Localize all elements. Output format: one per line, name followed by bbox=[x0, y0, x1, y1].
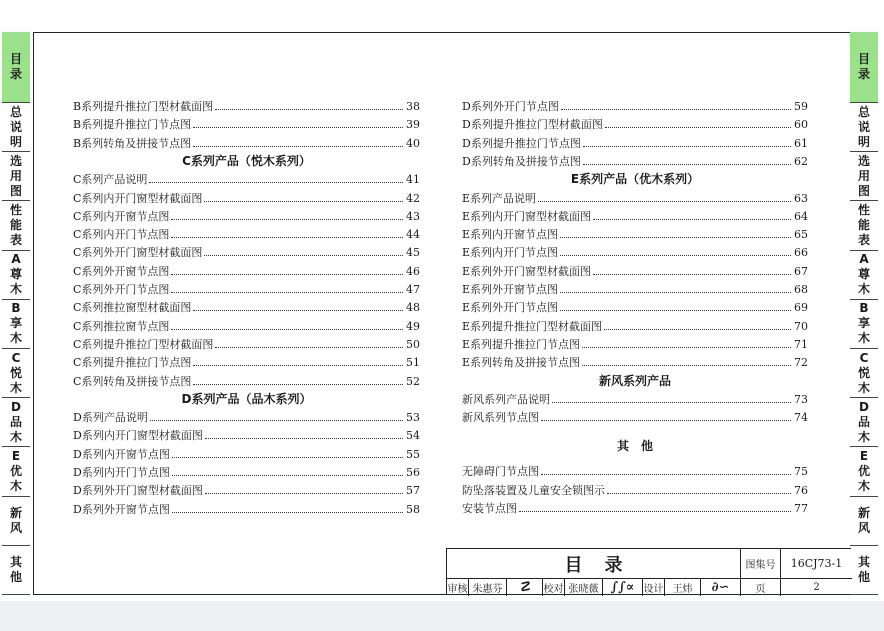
leader-dots bbox=[582, 347, 791, 348]
toc-entry[interactable] bbox=[462, 151, 808, 168]
leader-dots bbox=[171, 237, 403, 238]
toc-entry[interactable] bbox=[73, 407, 420, 424]
leader-dots bbox=[171, 292, 403, 293]
side-tab-label: 性能表 bbox=[857, 202, 870, 247]
leader-dots bbox=[560, 310, 791, 311]
side-tab-3[interactable] bbox=[850, 201, 878, 250]
toc-entry-page: 65 bbox=[794, 228, 808, 242]
toc-entry-page: 70 bbox=[794, 319, 808, 333]
section-heading: E系列产品（优木系列） bbox=[570, 172, 700, 187]
toc-entry-page: 75 bbox=[794, 465, 808, 479]
toc-entry-page: 39 bbox=[406, 118, 420, 132]
toc-entry[interactable] bbox=[73, 206, 420, 223]
toc-entry-page: 38 bbox=[406, 100, 420, 113]
toc-entry-title: C系列推拉窗节点图 bbox=[73, 319, 170, 333]
toc-entry-page: 73 bbox=[794, 392, 808, 406]
toc-entry[interactable] bbox=[73, 169, 420, 186]
side-tab-10[interactable] bbox=[2, 546, 30, 595]
leader-dots bbox=[193, 384, 403, 385]
checker-name: 张晓薇 bbox=[565, 579, 603, 596]
side-tab-label: B享木 bbox=[857, 301, 870, 346]
leader-dots bbox=[205, 493, 403, 494]
toc-entry-page: 52 bbox=[406, 374, 420, 388]
toc-entry-page: 40 bbox=[406, 136, 420, 150]
leader-dots bbox=[215, 347, 403, 348]
leader-dots bbox=[205, 438, 403, 439]
side-tab-9[interactable] bbox=[2, 497, 30, 546]
toc-entry-title: E系列外开门窗型材截面图 bbox=[462, 264, 592, 278]
toc-entry[interactable] bbox=[73, 297, 420, 314]
toc-entry-title: 防坠落装置及儿童安全锁图示 bbox=[462, 483, 605, 497]
side-tab-label: D品木 bbox=[9, 399, 22, 444]
toc-entry-page: 62 bbox=[794, 154, 808, 168]
toc-entry[interactable] bbox=[73, 96, 420, 113]
toc-entry[interactable] bbox=[462, 206, 808, 223]
toc-entry-title: C系列产品说明 bbox=[73, 173, 148, 187]
section-heading: 其 他 bbox=[616, 439, 653, 454]
leader-dots bbox=[605, 127, 791, 128]
toc-entry-page: 47 bbox=[406, 283, 420, 296]
toc-entry[interactable] bbox=[73, 462, 420, 479]
toc-entry-title: E系列提升推拉门型材截面图 bbox=[462, 319, 603, 333]
toc-entry-title: D系列内开门节点图 bbox=[73, 466, 170, 479]
leader-dots bbox=[150, 420, 403, 421]
side-tab-2[interactable] bbox=[2, 152, 30, 201]
leader-dots bbox=[541, 474, 791, 475]
toc-entry[interactable] bbox=[73, 261, 420, 278]
side-tab-6[interactable] bbox=[2, 349, 30, 398]
side-tab-label: 新风 bbox=[857, 505, 870, 535]
leader-dots bbox=[552, 402, 791, 403]
toc-entry-title: D系列外开窗节点图 bbox=[73, 502, 170, 516]
side-tab-label: C悦木 bbox=[9, 350, 22, 395]
leader-dots bbox=[583, 146, 791, 147]
side-tab-label: D品木 bbox=[857, 399, 870, 444]
side-tab-label: 其他 bbox=[9, 554, 22, 584]
toc-entry[interactable] bbox=[73, 480, 420, 497]
toc-entry[interactable] bbox=[462, 352, 808, 369]
toc-entry[interactable] bbox=[462, 297, 808, 314]
side-tab-10[interactable] bbox=[850, 546, 878, 595]
toc-entry-title: D系列产品说明 bbox=[73, 411, 148, 425]
toc-entry-title: C系列外开门节点图 bbox=[73, 283, 170, 296]
toc-entry-page: 45 bbox=[406, 246, 420, 260]
toc-entry-title: C系列提升推拉门节点图 bbox=[73, 356, 192, 370]
toc-entry-page: 77 bbox=[794, 502, 808, 515]
toc-entry[interactable] bbox=[462, 279, 808, 296]
toc-entry-title: 无障碍门节点图 bbox=[462, 465, 539, 479]
leader-dots bbox=[593, 274, 791, 275]
toc-entry-title: B系列转角及拼接节点图 bbox=[73, 136, 192, 150]
side-tab-8[interactable] bbox=[850, 447, 878, 496]
toc-entry[interactable] bbox=[73, 133, 420, 150]
toc-entry-title: C系列内开门节点图 bbox=[73, 228, 170, 242]
designer-name: 王炜 bbox=[665, 579, 701, 596]
leader-dots bbox=[541, 420, 791, 421]
toc-entry-title: C系列推拉窗型材截面图 bbox=[73, 301, 192, 315]
side-tab-label: 其他 bbox=[857, 554, 870, 584]
toc-entry[interactable] bbox=[73, 444, 420, 461]
toc-entry-title: E系列外开窗节点图 bbox=[462, 283, 559, 296]
side-tab-1[interactable] bbox=[2, 103, 30, 152]
design-label: 设计 bbox=[643, 579, 665, 596]
toc-entry-page: 42 bbox=[406, 191, 420, 205]
toc-entry-title: 安装节点图 bbox=[462, 502, 517, 515]
toc-entry-title: C系列内开门窗型材截面图 bbox=[73, 191, 203, 205]
side-tab-label: 性能表 bbox=[9, 202, 22, 247]
page-label: 页 bbox=[741, 579, 781, 596]
toc-entry[interactable] bbox=[462, 96, 808, 113]
toc-entry-page: 48 bbox=[406, 301, 420, 315]
toc-entry-page: 64 bbox=[794, 209, 808, 223]
side-tab-7[interactable] bbox=[2, 398, 30, 447]
toc-entry-title: C系列外开门窗型材截面图 bbox=[73, 246, 203, 260]
side-tab-5[interactable] bbox=[850, 300, 878, 349]
toc-entry-title: E系列提升推拉门节点图 bbox=[462, 337, 581, 351]
section-heading: D系列产品（品木系列） bbox=[181, 391, 312, 406]
side-tab-0[interactable] bbox=[850, 32, 878, 103]
leader-dots bbox=[193, 127, 403, 128]
side-tab-5[interactable] bbox=[2, 300, 30, 349]
leader-dots bbox=[519, 511, 791, 512]
side-tab-label: E优木 bbox=[9, 448, 22, 493]
toc-entry-title: E系列内开门节点图 bbox=[462, 246, 559, 260]
toc-entry[interactable] bbox=[73, 334, 420, 351]
atlas-label: 图集号 bbox=[741, 549, 781, 579]
toc-entry[interactable] bbox=[73, 425, 420, 442]
side-tab-4[interactable] bbox=[850, 251, 878, 300]
toc-entry-page: 50 bbox=[406, 337, 420, 351]
toc-entry-page: 74 bbox=[794, 411, 808, 425]
toc-entry-page: 67 bbox=[794, 264, 808, 278]
toc-entry[interactable] bbox=[462, 461, 808, 478]
toc-entry-title: E系列内开门窗型材截面图 bbox=[462, 209, 592, 223]
toc-entry[interactable] bbox=[462, 407, 808, 424]
leader-dots bbox=[593, 219, 791, 220]
toc-entry-page: 56 bbox=[406, 466, 420, 479]
toc-entry-page: 44 bbox=[406, 228, 420, 242]
side-tab-7[interactable] bbox=[850, 398, 878, 447]
toc-entry[interactable] bbox=[462, 334, 808, 351]
toc-entry[interactable] bbox=[462, 480, 808, 497]
leader-dots bbox=[560, 292, 791, 293]
toc-entry-page: 63 bbox=[794, 191, 808, 205]
toc-entry-title: D系列提升推拉门型材截面图 bbox=[462, 118, 603, 132]
toc-entry-title: D系列内开门窗型材截面图 bbox=[73, 429, 203, 443]
toc-entry-title: D系列外开门窗型材截面图 bbox=[73, 484, 203, 498]
toc-entry[interactable] bbox=[73, 499, 420, 516]
toc-entry-title: B系列提升推拉门型材截面图 bbox=[73, 100, 214, 113]
title-block-title: 目录 bbox=[447, 549, 741, 579]
toc-entry[interactable] bbox=[73, 114, 420, 131]
toc-entry-page: 51 bbox=[406, 356, 420, 370]
toc-entry-page: 57 bbox=[406, 484, 420, 498]
toc-entry-page: 60 bbox=[794, 118, 808, 132]
toc-entry-title: B系列提升推拉门节点图 bbox=[73, 118, 192, 132]
toc-entry-page: 46 bbox=[406, 264, 420, 278]
check-label: 校对 bbox=[543, 579, 565, 596]
toc-entry-title: C系列外开窗节点图 bbox=[73, 264, 170, 278]
section-heading: C系列产品（悦木系列） bbox=[182, 153, 311, 168]
leader-dots bbox=[149, 182, 403, 183]
toc-entry-title: E系列外开门节点图 bbox=[462, 301, 559, 315]
designer-signature: ∂∽ bbox=[701, 579, 741, 596]
toc-entry-page: 55 bbox=[406, 447, 420, 461]
toc-entry-title: D系列提升推拉门节点图 bbox=[462, 136, 581, 150]
side-tab-label: 选用图 bbox=[9, 153, 22, 198]
toc-entry-title: C系列提升推拉门型材截面图 bbox=[73, 337, 214, 351]
toc-entry-page: 71 bbox=[794, 337, 808, 351]
toc-entry-title: D系列外开门节点图 bbox=[462, 100, 559, 113]
leader-dots bbox=[193, 365, 403, 366]
toc-entry-page: 41 bbox=[406, 173, 420, 187]
side-tab-label: 目录 bbox=[9, 51, 22, 81]
leader-dots bbox=[171, 274, 403, 275]
toc-entry[interactable] bbox=[73, 242, 420, 259]
leader-dots bbox=[604, 329, 791, 330]
title-block bbox=[446, 548, 851, 595]
leader-dots bbox=[171, 329, 403, 330]
toc-entry-page: 68 bbox=[794, 283, 808, 296]
toc-entry[interactable] bbox=[462, 261, 808, 278]
side-tab-0[interactable] bbox=[2, 32, 30, 103]
side-tab-label: A尊木 bbox=[857, 252, 870, 297]
checker-signature: ∫∫∝ bbox=[603, 579, 643, 596]
toc-entry-page: 61 bbox=[794, 136, 808, 150]
side-tab-label: B享木 bbox=[9, 301, 22, 346]
toc-entry-title: E系列转角及拼接节点图 bbox=[462, 356, 581, 370]
side-tab-label: A尊木 bbox=[9, 252, 22, 297]
toc-entry-title: C系列转角及拼接节点图 bbox=[73, 374, 192, 388]
toc-entry[interactable] bbox=[462, 316, 808, 333]
toc-entry-page: 49 bbox=[406, 319, 420, 333]
section-heading: 新风系列产品 bbox=[598, 373, 671, 388]
leader-dots bbox=[560, 255, 791, 256]
side-tab-label: C悦木 bbox=[857, 350, 870, 395]
toc-entry[interactable] bbox=[462, 498, 808, 515]
side-tab-3[interactable] bbox=[2, 201, 30, 250]
leader-dots bbox=[607, 493, 791, 494]
leader-dots bbox=[172, 457, 403, 458]
toc-entry[interactable] bbox=[462, 224, 808, 241]
toc-entry-page: 58 bbox=[406, 502, 420, 516]
page-number: 2 bbox=[813, 582, 820, 593]
leader-dots bbox=[193, 146, 403, 147]
toc-entry-page: 43 bbox=[406, 209, 420, 223]
side-tab-6[interactable] bbox=[850, 349, 878, 398]
leader-dots bbox=[561, 109, 791, 110]
toc-entry[interactable] bbox=[73, 352, 420, 369]
leader-dots bbox=[583, 164, 791, 165]
toc-entry-page: 66 bbox=[794, 246, 808, 260]
toc-entry[interactable] bbox=[73, 316, 420, 333]
toc-entry-page: 69 bbox=[794, 301, 808, 315]
toc-entry[interactable] bbox=[462, 188, 808, 205]
side-tab-9[interactable] bbox=[850, 497, 878, 546]
side-tab-1[interactable] bbox=[850, 103, 878, 152]
toc-entry-title: 新风系列产品说明 bbox=[462, 392, 550, 406]
side-tab-label: 总说明 bbox=[857, 104, 870, 149]
side-tabs-left bbox=[2, 32, 30, 595]
toc-entry[interactable] bbox=[73, 224, 420, 241]
toc-entry[interactable] bbox=[462, 133, 808, 150]
toc-entry-title: D系列转角及拼接节点图 bbox=[462, 154, 581, 168]
toc-entry[interactable] bbox=[73, 279, 420, 296]
side-tab-4[interactable] bbox=[2, 251, 30, 300]
bottom-margin bbox=[0, 601, 884, 631]
atlas-number: 16CJ73-1 bbox=[781, 549, 852, 579]
leader-dots bbox=[193, 310, 403, 311]
reviewer-signature: ☡ bbox=[507, 579, 543, 596]
leader-dots bbox=[172, 475, 403, 476]
toc-entry-page: 76 bbox=[794, 483, 808, 497]
toc-entry-title: E系列产品说明 bbox=[462, 191, 537, 205]
leader-dots bbox=[171, 219, 403, 220]
toc-entry-page: 54 bbox=[406, 429, 420, 443]
leader-dots bbox=[215, 109, 403, 110]
leader-dots bbox=[172, 512, 403, 513]
leader-dots bbox=[204, 255, 403, 256]
side-tab-8[interactable] bbox=[2, 447, 30, 496]
side-tab-label: 选用图 bbox=[857, 153, 870, 198]
toc-entry-page: 72 bbox=[794, 356, 808, 370]
toc-entry-page: 53 bbox=[406, 411, 420, 425]
toc-entry-title: E系列内开窗节点图 bbox=[462, 228, 559, 242]
side-tab-label: E优木 bbox=[857, 448, 870, 493]
toc-entry[interactable] bbox=[462, 242, 808, 259]
toc-entry-title: 新风系列节点图 bbox=[462, 411, 539, 425]
leader-dots bbox=[560, 237, 791, 238]
toc-entry[interactable] bbox=[73, 188, 420, 205]
side-tab-label: 总说明 bbox=[9, 104, 22, 149]
toc-entry-page: 59 bbox=[794, 100, 808, 113]
side-tab-2[interactable] bbox=[850, 152, 878, 201]
review-label: 审核 bbox=[447, 579, 469, 596]
reviewer-name: 朱惠芬 bbox=[469, 579, 507, 596]
toc-entry[interactable] bbox=[462, 114, 808, 131]
leader-dots bbox=[582, 365, 791, 366]
leader-dots bbox=[538, 201, 791, 202]
side-tab-label: 新风 bbox=[9, 505, 22, 535]
toc-entry-title: C系列内开窗节点图 bbox=[73, 209, 170, 223]
side-tab-label: 目录 bbox=[857, 51, 870, 81]
leader-dots bbox=[204, 201, 403, 202]
toc-entry[interactable] bbox=[462, 389, 808, 406]
side-tabs-right bbox=[850, 32, 878, 595]
toc-entry-title: D系列内开窗节点图 bbox=[73, 447, 170, 461]
toc-entry[interactable] bbox=[73, 371, 420, 388]
